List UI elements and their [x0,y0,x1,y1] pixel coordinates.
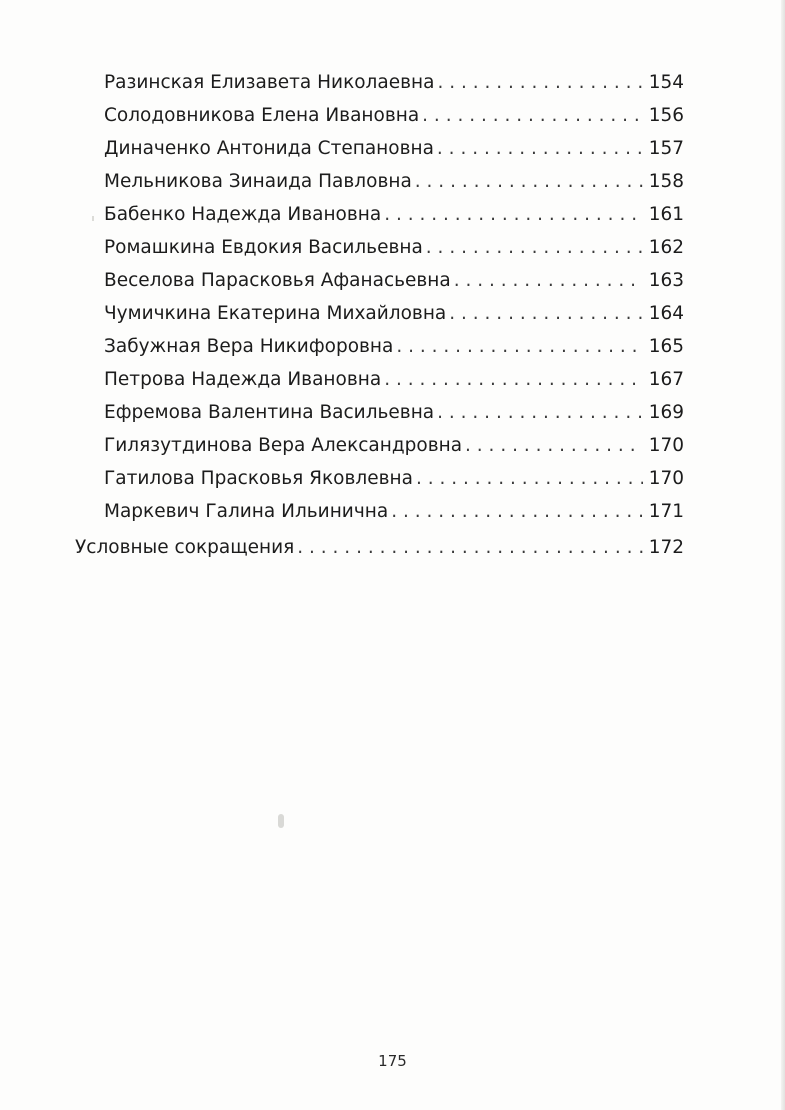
toc-dot-leader [297,533,642,563]
toc-dot-leader [449,299,642,329]
toc-dot-leader [416,464,643,494]
toc-dot-leader [437,68,642,98]
toc-entry-page: 164 [648,303,684,324]
toc-entry-name: Петрова Надежда Ивановна [104,369,382,390]
toc-entry-name: Диначенко Антонида Степановна [104,138,434,159]
toc-entry-name: Бабенко Надежда Ивановна [104,204,382,225]
toc-dot-leader [415,167,643,197]
toc-entry-name: Гатилова Прасковья Яковлевна [104,468,413,489]
toc-entry [104,497,684,527]
toc-entry [104,134,684,164]
toc-entry-page: 158 [648,171,684,192]
toc-entry-name: Веселова Парасковья Афанасьевна [104,270,451,291]
toc-entry-name: Ромашкина Евдокия Васильевна [104,237,423,258]
toc-entry-name: Гилязутдинова Вера Александровна [104,435,463,456]
toc-entry [104,167,684,197]
toc-dot-leader [465,431,643,461]
toc-dot-leader [422,101,643,131]
toc-entry [104,68,684,98]
page-number: 175 [378,1052,407,1070]
toc-dot-leader [396,332,642,362]
toc-dot-leader [391,497,643,527]
toc-entry-page: 170 [648,435,684,456]
toc-entry-name: Ефремова Валентина Васильевна [104,402,435,423]
toc-entry-page: 167 [648,369,684,390]
toc-entry-page: 154 [648,72,684,93]
toc-entry-name: Солодовникова Елена Ивановна [104,105,420,126]
toc-section-page: 172 [648,537,684,558]
toc-dot-leader [384,200,642,230]
toc-entry [104,266,684,296]
toc-dot-leader [437,398,643,428]
toc-entry [104,398,684,428]
toc-entry-page: 169 [648,402,684,423]
toc-entry-page: 162 [648,237,684,258]
toc-entry-page: 157 [648,138,684,159]
toc-entry-page: 171 [648,501,684,522]
scan-speck [278,814,284,828]
toc-entry-name: Мельникова Зинаида Павловна [104,171,412,192]
toc-dot-leader [454,266,643,296]
toc-dot-leader [426,233,643,263]
toc-entry-page: 170 [648,468,684,489]
toc-entry-page: 163 [648,270,684,291]
toc-entry-name: Разинская Елизавета Николаевна [104,72,435,93]
toc-entry-name: Чумичкина Екатерина Михайловна [104,303,447,324]
toc-entry [104,233,684,263]
toc-entry [104,200,684,230]
scan-mark [92,216,94,221]
toc-entry [104,101,684,131]
toc-dot-leader [437,134,643,164]
toc-section-name: Условные сокращения [75,537,295,558]
toc-dot-leader [384,365,643,395]
toc-entry [104,299,684,329]
toc-entry [104,464,684,494]
toc-entry-name: Забужная Вера Никифоровна [104,336,394,357]
page-edge-shadow [781,0,785,1110]
toc-entry-page: 161 [648,204,684,225]
toc-entry-name: Маркевич Галина Ильинична [104,501,389,522]
toc-entry-page: 156 [648,105,684,126]
toc-entry [104,365,684,395]
toc-entry [104,332,684,362]
toc-entry [104,431,684,461]
toc-section-entry [75,533,684,563]
toc-entry-page: 165 [648,336,684,357]
